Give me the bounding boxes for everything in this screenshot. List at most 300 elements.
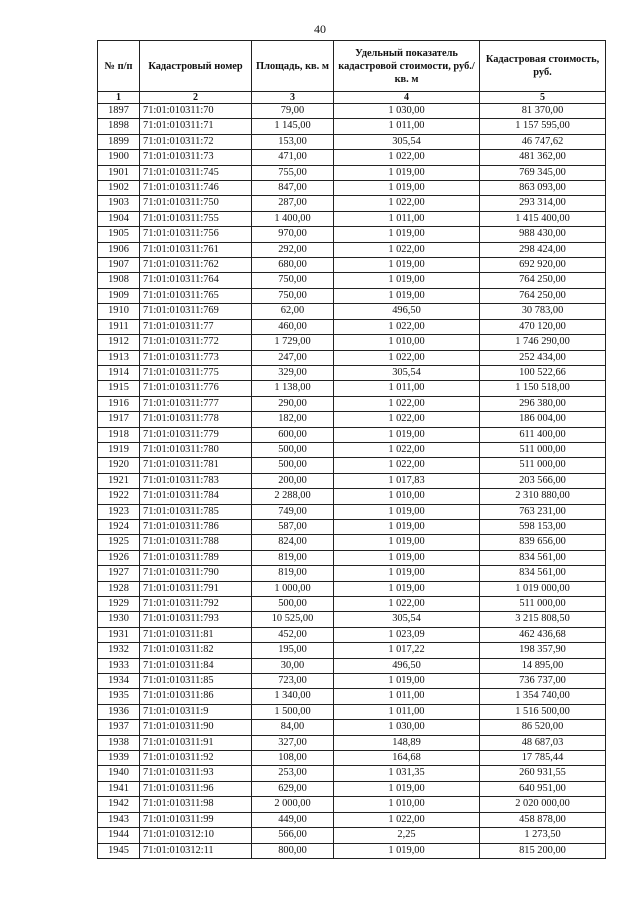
cadastral-value-cell: 1 415 400,00 xyxy=(480,211,606,226)
row-number-cell: 1925 xyxy=(98,535,140,550)
table-row xyxy=(98,550,606,565)
specific-value-cell: 1 010,00 xyxy=(334,489,480,504)
page-number: 40 xyxy=(314,22,326,36)
area-cell: 1 340,00 xyxy=(252,689,334,704)
area-cell: 1 400,00 xyxy=(252,211,334,226)
cadastral-number-cell: 71:01:010311:769 xyxy=(140,304,252,319)
cadastral-number-cell: 71:01:010311:86 xyxy=(140,689,252,704)
table-row xyxy=(98,396,606,411)
cadastral-value-cell: 252 434,00 xyxy=(480,350,606,365)
specific-value-cell: 1 017,22 xyxy=(334,643,480,658)
row-number-cell: 1922 xyxy=(98,489,140,504)
cadastral-number-cell: 71:01:010311:9 xyxy=(140,704,252,719)
table-row xyxy=(98,535,606,550)
row-number-cell: 1909 xyxy=(98,288,140,303)
area-cell: 566,00 xyxy=(252,828,334,843)
row-number-cell: 1903 xyxy=(98,196,140,211)
specific-value-cell: 1 010,00 xyxy=(334,335,480,350)
cadastral-value-cell: 1 019 000,00 xyxy=(480,581,606,596)
row-number-cell: 1916 xyxy=(98,396,140,411)
area-cell: 500,00 xyxy=(252,458,334,473)
cadastral-value-cell: 198 357,90 xyxy=(480,643,606,658)
row-number-cell: 1926 xyxy=(98,550,140,565)
cadastral-number-cell: 71:01:010311:791 xyxy=(140,581,252,596)
area-cell: 819,00 xyxy=(252,550,334,565)
area-cell: 1 000,00 xyxy=(252,581,334,596)
cadastral-number-cell: 71:01:010311:785 xyxy=(140,504,252,519)
cadastral-number-cell: 71:01:010311:756 xyxy=(140,227,252,242)
row-number-cell: 1923 xyxy=(98,504,140,519)
cadastral-number-cell: 71:01:010311:84 xyxy=(140,658,252,673)
cadastral-number-cell: 71:01:010311:746 xyxy=(140,181,252,196)
table-row xyxy=(98,674,606,689)
row-number-cell: 1907 xyxy=(98,258,140,273)
area-cell: 329,00 xyxy=(252,365,334,380)
row-number-cell: 1904 xyxy=(98,211,140,226)
specific-value-cell: 305,54 xyxy=(334,134,480,149)
area-cell: 749,00 xyxy=(252,504,334,519)
row-number-cell: 1911 xyxy=(98,319,140,334)
cadastral-value-cell: 46 747,62 xyxy=(480,134,606,149)
cadastral-number-cell: 71:01:010311:82 xyxy=(140,643,252,658)
row-number-cell: 1897 xyxy=(98,104,140,119)
cadastral-value-cell: 863 093,00 xyxy=(480,181,606,196)
table-row xyxy=(98,350,606,365)
table-row xyxy=(98,304,606,319)
row-number-cell: 1913 xyxy=(98,350,140,365)
specific-value-cell: 1 011,00 xyxy=(334,381,480,396)
table-row xyxy=(98,689,606,704)
row-number-cell: 1901 xyxy=(98,165,140,180)
specific-value-cell: 1 019,00 xyxy=(334,843,480,858)
specific-value-cell: 1 019,00 xyxy=(334,258,480,273)
table-row xyxy=(98,211,606,226)
row-number-cell: 1929 xyxy=(98,597,140,612)
area-cell: 200,00 xyxy=(252,473,334,488)
specific-value-cell: 1 022,00 xyxy=(334,196,480,211)
table-row xyxy=(98,335,606,350)
cadastral-number-cell: 71:01:010311:778 xyxy=(140,412,252,427)
cadastral-number-cell: 71:01:010311:93 xyxy=(140,766,252,781)
row-number-cell: 1928 xyxy=(98,581,140,596)
cadastral-number-cell: 71:01:010311:793 xyxy=(140,612,252,627)
cadastral-number-cell: 71:01:010311:776 xyxy=(140,381,252,396)
cadastral-value-cell: 1 157 595,00 xyxy=(480,119,606,134)
area-cell: 471,00 xyxy=(252,150,334,165)
area-cell: 108,00 xyxy=(252,751,334,766)
cadastral-number-cell: 71:01:010312:11 xyxy=(140,843,252,858)
table-row xyxy=(98,566,606,581)
specific-value-cell: 1 019,00 xyxy=(334,427,480,442)
specific-value-cell: 1 019,00 xyxy=(334,566,480,581)
area-cell: 1 145,00 xyxy=(252,119,334,134)
cadastral-number-cell: 71:01:010311:755 xyxy=(140,211,252,226)
cadastral-number-cell: 71:01:010311:789 xyxy=(140,550,252,565)
cadastral-value-cell: 815 200,00 xyxy=(480,843,606,858)
row-number-cell: 1940 xyxy=(98,766,140,781)
specific-value-cell: 1 011,00 xyxy=(334,211,480,226)
area-cell: 195,00 xyxy=(252,643,334,658)
specific-value-cell: 1 019,00 xyxy=(334,581,480,596)
cadastral-number-cell: 71:01:010311:772 xyxy=(140,335,252,350)
specific-value-cell: 1 011,00 xyxy=(334,119,480,134)
cadastral-value-cell: 1 516 500,00 xyxy=(480,704,606,719)
table-row xyxy=(98,104,606,119)
row-number-cell: 1935 xyxy=(98,689,140,704)
cadastral-number-cell: 71:01:010311:786 xyxy=(140,519,252,534)
table-row xyxy=(98,196,606,211)
row-number-cell: 1915 xyxy=(98,381,140,396)
area-cell: 755,00 xyxy=(252,165,334,180)
table-row xyxy=(98,134,606,149)
specific-value-cell: 1 019,00 xyxy=(334,535,480,550)
specific-value-cell: 1 019,00 xyxy=(334,227,480,242)
specific-value-cell: 1 019,00 xyxy=(334,519,480,534)
area-cell: 970,00 xyxy=(252,227,334,242)
table-row xyxy=(98,458,606,473)
cadastral-value-cell: 611 400,00 xyxy=(480,427,606,442)
specific-value-cell: 1 019,00 xyxy=(334,504,480,519)
area-cell: 2 288,00 xyxy=(252,489,334,504)
cadastral-number-cell: 71:01:010311:788 xyxy=(140,535,252,550)
table-row xyxy=(98,581,606,596)
cadastral-value-cell: 17 785,44 xyxy=(480,751,606,766)
cadastral-value-cell: 1 273,50 xyxy=(480,828,606,843)
row-number-cell: 1898 xyxy=(98,119,140,134)
specific-value-cell: 1 030,00 xyxy=(334,104,480,119)
row-number-cell: 1912 xyxy=(98,335,140,350)
cadastral-value-cell: 470 120,00 xyxy=(480,319,606,334)
cadastral-value-cell: 511 000,00 xyxy=(480,442,606,457)
cadastral-value-cell: 1 746 290,00 xyxy=(480,335,606,350)
cadastral-value-cell: 692 920,00 xyxy=(480,258,606,273)
table-row xyxy=(98,381,606,396)
row-number-cell: 1934 xyxy=(98,674,140,689)
cadastral-number-cell: 71:01:010311:779 xyxy=(140,427,252,442)
cadastral-number-cell: 71:01:010311:71 xyxy=(140,119,252,134)
cadastral-value-cell: 1 354 740,00 xyxy=(480,689,606,704)
specific-value-cell: 1 022,00 xyxy=(334,597,480,612)
cadastral-value-cell: 481 362,00 xyxy=(480,150,606,165)
column-number: 1 xyxy=(98,92,140,104)
area-cell: 680,00 xyxy=(252,258,334,273)
row-number-cell: 1941 xyxy=(98,781,140,796)
specific-value-cell: 148,89 xyxy=(334,735,480,750)
area-cell: 500,00 xyxy=(252,442,334,457)
table-row xyxy=(98,751,606,766)
row-number-cell: 1900 xyxy=(98,150,140,165)
table-body xyxy=(98,104,606,859)
table-row xyxy=(98,812,606,827)
row-number-cell: 1899 xyxy=(98,134,140,149)
area-cell: 600,00 xyxy=(252,427,334,442)
specific-value-cell: 1 030,00 xyxy=(334,720,480,735)
cadastral-value-cell: 640 951,00 xyxy=(480,781,606,796)
row-number-cell: 1908 xyxy=(98,273,140,288)
area-cell: 723,00 xyxy=(252,674,334,689)
cadastral-number-cell: 71:01:010311:99 xyxy=(140,812,252,827)
specific-value-cell: 1 011,00 xyxy=(334,704,480,719)
specific-value-cell: 1 017,83 xyxy=(334,473,480,488)
area-cell: 800,00 xyxy=(252,843,334,858)
row-number-cell: 1943 xyxy=(98,812,140,827)
table-row xyxy=(98,258,606,273)
column-number-row xyxy=(98,92,606,104)
specific-value-cell: 1 022,00 xyxy=(334,396,480,411)
specific-value-cell: 1 022,00 xyxy=(334,458,480,473)
area-cell: 327,00 xyxy=(252,735,334,750)
area-cell: 750,00 xyxy=(252,273,334,288)
cadastral-value-cell: 100 522,66 xyxy=(480,365,606,380)
area-cell: 62,00 xyxy=(252,304,334,319)
cadastral-number-cell: 71:01:010311:72 xyxy=(140,134,252,149)
table-row xyxy=(98,473,606,488)
table-row xyxy=(98,843,606,858)
table-row xyxy=(98,828,606,843)
cadastral-number-cell: 71:01:010311:765 xyxy=(140,288,252,303)
area-cell: 182,00 xyxy=(252,412,334,427)
row-number-cell: 1919 xyxy=(98,442,140,457)
specific-value-cell: 1 019,00 xyxy=(334,165,480,180)
row-number-cell: 1945 xyxy=(98,843,140,858)
table-header-row xyxy=(98,41,606,92)
header-area: Площадь, кв. м xyxy=(252,41,334,92)
cadastral-value-cell: 203 566,00 xyxy=(480,473,606,488)
cadastral-value-cell: 1 150 518,00 xyxy=(480,381,606,396)
row-number-cell: 1931 xyxy=(98,627,140,642)
row-number-cell: 1932 xyxy=(98,643,140,658)
cadastral-value-cell: 3 215 808,50 xyxy=(480,612,606,627)
cadastral-value-cell: 736 737,00 xyxy=(480,674,606,689)
cadastral-number-cell: 71:01:010311:773 xyxy=(140,350,252,365)
row-number-cell: 1918 xyxy=(98,427,140,442)
table-row xyxy=(98,627,606,642)
cadastral-number-cell: 71:01:010311:775 xyxy=(140,365,252,380)
header-specific-value: Удельный показатель кадастровой стоимости, руб./кв. м xyxy=(334,41,480,92)
specific-value-cell: 1 011,00 xyxy=(334,689,480,704)
area-cell: 247,00 xyxy=(252,350,334,365)
specific-value-cell: 1 019,00 xyxy=(334,273,480,288)
table-row xyxy=(98,489,606,504)
table-row xyxy=(98,781,606,796)
column-number: 4 xyxy=(334,92,480,104)
table-row xyxy=(98,150,606,165)
area-cell: 30,00 xyxy=(252,658,334,673)
area-cell: 449,00 xyxy=(252,812,334,827)
row-number-cell: 1921 xyxy=(98,473,140,488)
specific-value-cell: 1 022,00 xyxy=(334,412,480,427)
row-number-cell: 1917 xyxy=(98,412,140,427)
area-cell: 847,00 xyxy=(252,181,334,196)
area-cell: 587,00 xyxy=(252,519,334,534)
area-cell: 79,00 xyxy=(252,104,334,119)
cadastral-number-cell: 71:01:010311:91 xyxy=(140,735,252,750)
area-cell: 292,00 xyxy=(252,242,334,257)
area-cell: 819,00 xyxy=(252,566,334,581)
specific-value-cell: 1 019,00 xyxy=(334,550,480,565)
specific-value-cell: 164,68 xyxy=(334,751,480,766)
specific-value-cell: 1 031,35 xyxy=(334,766,480,781)
specific-value-cell: 1 019,00 xyxy=(334,781,480,796)
row-number-cell: 1906 xyxy=(98,242,140,257)
row-number-cell: 1938 xyxy=(98,735,140,750)
header-row-number: № п/п xyxy=(98,41,140,92)
cadastral-number-cell: 71:01:010311:92 xyxy=(140,751,252,766)
area-cell: 287,00 xyxy=(252,196,334,211)
cadastral-number-cell: 71:01:010311:745 xyxy=(140,165,252,180)
cadastral-number-cell: 71:01:010311:784 xyxy=(140,489,252,504)
row-number-cell: 1902 xyxy=(98,181,140,196)
cadastral-value-cell: 839 656,00 xyxy=(480,535,606,550)
table-row xyxy=(98,797,606,812)
specific-value-cell: 1 022,00 xyxy=(334,442,480,457)
cadastral-value-cell: 511 000,00 xyxy=(480,597,606,612)
specific-value-cell: 496,50 xyxy=(334,304,480,319)
row-number-cell: 1944 xyxy=(98,828,140,843)
table-row xyxy=(98,181,606,196)
table-row xyxy=(98,119,606,134)
header-cadastral-number: Кадастровый номер xyxy=(140,41,252,92)
cadastral-number-cell: 71:01:010311:96 xyxy=(140,781,252,796)
row-number-cell: 1933 xyxy=(98,658,140,673)
table-row xyxy=(98,288,606,303)
specific-value-cell: 496,50 xyxy=(334,658,480,673)
row-number-cell: 1914 xyxy=(98,365,140,380)
table-row xyxy=(98,319,606,334)
row-number-cell: 1936 xyxy=(98,704,140,719)
specific-value-cell: 1 010,00 xyxy=(334,797,480,812)
row-number-cell: 1920 xyxy=(98,458,140,473)
row-number-cell: 1930 xyxy=(98,612,140,627)
cadastral-value-cell: 462 436,68 xyxy=(480,627,606,642)
row-number-cell: 1942 xyxy=(98,797,140,812)
specific-value-cell: 305,54 xyxy=(334,365,480,380)
cadastral-number-cell: 71:01:010311:85 xyxy=(140,674,252,689)
cadastral-number-cell: 71:01:010311:777 xyxy=(140,396,252,411)
cadastral-value-cell: 2 310 880,00 xyxy=(480,489,606,504)
cadastral-value-cell: 298 424,00 xyxy=(480,242,606,257)
cadastral-number-cell: 71:01:010311:77 xyxy=(140,319,252,334)
specific-value-cell: 305,54 xyxy=(334,612,480,627)
table-row xyxy=(98,242,606,257)
table-row xyxy=(98,427,606,442)
cadastral-number-cell: 71:01:010311:790 xyxy=(140,566,252,581)
cadastral-number-cell: 71:01:010311:750 xyxy=(140,196,252,211)
cadastral-value-cell: 86 520,00 xyxy=(480,720,606,735)
cadastral-number-cell: 71:01:010311:90 xyxy=(140,720,252,735)
table-row xyxy=(98,704,606,719)
specific-value-cell: 1 022,00 xyxy=(334,350,480,365)
area-cell: 629,00 xyxy=(252,781,334,796)
table-row xyxy=(98,612,606,627)
area-cell: 10 525,00 xyxy=(252,612,334,627)
cadastral-value-cell: 81 370,00 xyxy=(480,104,606,119)
table-row xyxy=(98,735,606,750)
cadastral-number-cell: 71:01:010311:81 xyxy=(140,627,252,642)
area-cell: 452,00 xyxy=(252,627,334,642)
cadastral-value-cell: 834 561,00 xyxy=(480,550,606,565)
cadastral-value-cell: 14 895,00 xyxy=(480,658,606,673)
area-cell: 1 138,00 xyxy=(252,381,334,396)
cadastral-number-cell: 71:01:010311:781 xyxy=(140,458,252,473)
specific-value-cell: 1 022,00 xyxy=(334,319,480,334)
row-number-cell: 1905 xyxy=(98,227,140,242)
cadastral-value-cell: 769 345,00 xyxy=(480,165,606,180)
cadastral-value-cell: 834 561,00 xyxy=(480,566,606,581)
cadastral-value-cell: 763 231,00 xyxy=(480,504,606,519)
specific-value-cell: 1 022,00 xyxy=(334,812,480,827)
table-row xyxy=(98,365,606,380)
column-number: 3 xyxy=(252,92,334,104)
cadastral-value-cell: 764 250,00 xyxy=(480,273,606,288)
area-cell: 1 500,00 xyxy=(252,704,334,719)
table-row xyxy=(98,658,606,673)
cadastral-value-cell: 988 430,00 xyxy=(480,227,606,242)
table-row xyxy=(98,165,606,180)
area-cell: 84,00 xyxy=(252,720,334,735)
cadastral-value-cell: 511 000,00 xyxy=(480,458,606,473)
specific-value-cell: 1 019,00 xyxy=(334,181,480,196)
cadastral-number-cell: 71:01:010311:783 xyxy=(140,473,252,488)
area-cell: 824,00 xyxy=(252,535,334,550)
table-row xyxy=(98,442,606,457)
area-cell: 253,00 xyxy=(252,766,334,781)
table-row xyxy=(98,766,606,781)
row-number-cell: 1939 xyxy=(98,751,140,766)
table-row xyxy=(98,412,606,427)
cadastral-value-cell: 764 250,00 xyxy=(480,288,606,303)
cadastral-value-cell: 296 380,00 xyxy=(480,396,606,411)
cadastral-value-table xyxy=(97,40,606,859)
table-row xyxy=(98,273,606,288)
cadastral-value-cell: 260 931,55 xyxy=(480,766,606,781)
specific-value-cell: 1 019,00 xyxy=(334,674,480,689)
column-number: 2 xyxy=(140,92,252,104)
row-number-cell: 1927 xyxy=(98,566,140,581)
area-cell: 2 000,00 xyxy=(252,797,334,812)
table-row xyxy=(98,720,606,735)
specific-value-cell: 1 023,09 xyxy=(334,627,480,642)
row-number-cell: 1910 xyxy=(98,304,140,319)
table-row xyxy=(98,519,606,534)
cadastral-number-cell: 71:01:010311:792 xyxy=(140,597,252,612)
table-row xyxy=(98,227,606,242)
cadastral-value-cell: 458 878,00 xyxy=(480,812,606,827)
area-cell: 153,00 xyxy=(252,134,334,149)
column-number: 5 xyxy=(480,92,606,104)
header-cadastral-value: Кадастровая стоимость, руб. xyxy=(480,41,606,92)
specific-value-cell: 1 022,00 xyxy=(334,242,480,257)
cadastral-value-cell: 293 314,00 xyxy=(480,196,606,211)
cadastral-value-cell: 598 153,00 xyxy=(480,519,606,534)
table-row xyxy=(98,597,606,612)
cadastral-number-cell: 71:01:010311:762 xyxy=(140,258,252,273)
area-cell: 290,00 xyxy=(252,396,334,411)
area-cell: 500,00 xyxy=(252,597,334,612)
specific-value-cell: 1 019,00 xyxy=(334,288,480,303)
area-cell: 1 729,00 xyxy=(252,335,334,350)
row-number-cell: 1937 xyxy=(98,720,140,735)
table-row xyxy=(98,643,606,658)
cadastral-number-cell: 71:01:010311:70 xyxy=(140,104,252,119)
cadastral-number-cell: 71:01:010311:761 xyxy=(140,242,252,257)
table-row xyxy=(98,504,606,519)
cadastral-value-cell: 2 020 000,00 xyxy=(480,797,606,812)
row-number-cell: 1924 xyxy=(98,519,140,534)
cadastral-value-cell: 30 783,00 xyxy=(480,304,606,319)
cadastral-number-cell: 71:01:010311:764 xyxy=(140,273,252,288)
cadastral-number-cell: 71:01:010311:73 xyxy=(140,150,252,165)
